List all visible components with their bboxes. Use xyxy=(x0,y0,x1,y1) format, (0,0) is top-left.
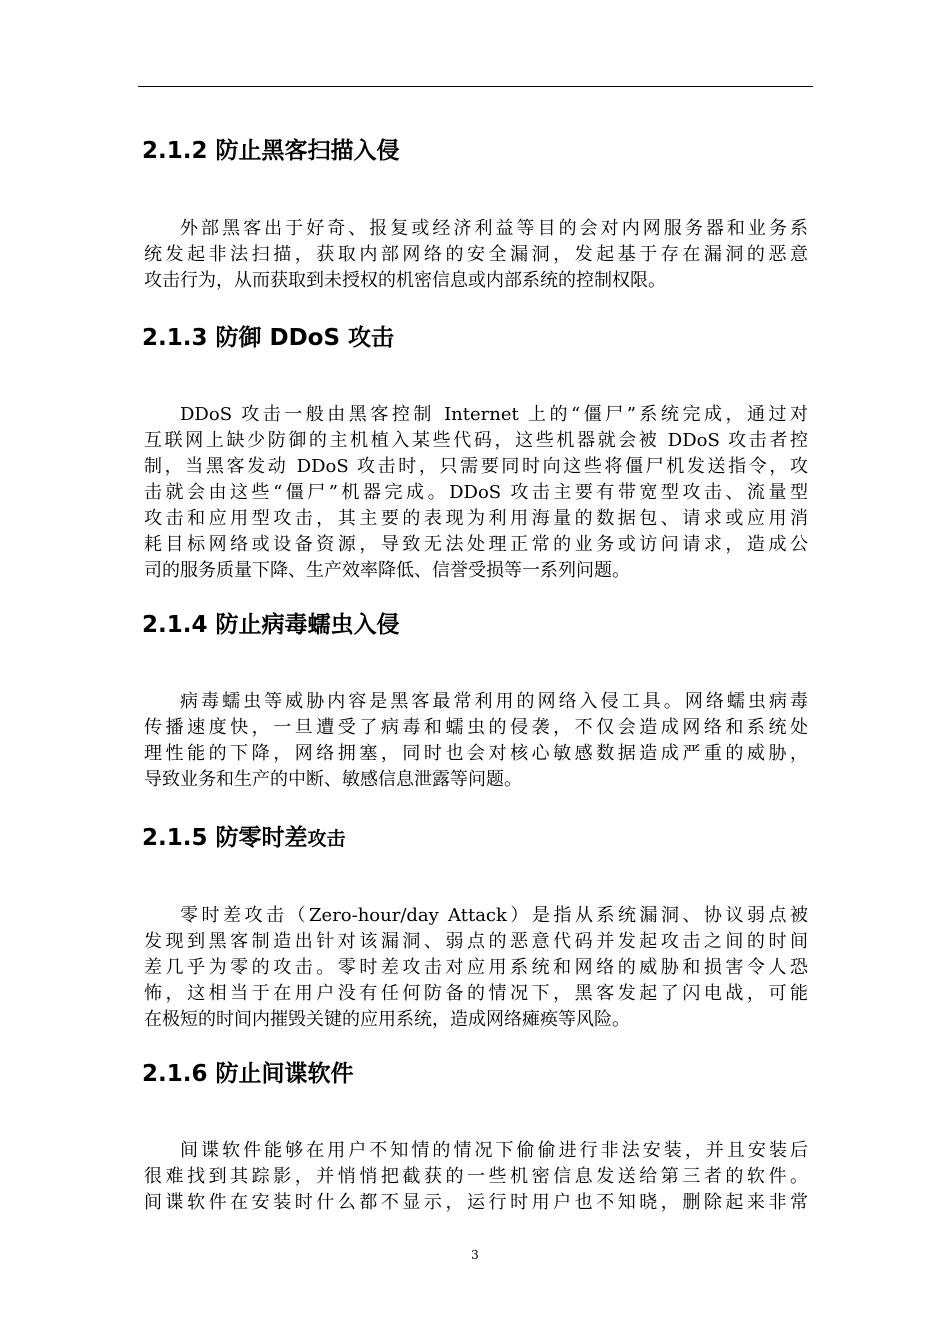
paragraph-line: 怖，这相当于在用户没有任何防备的情况下，黑客发起了闪电战，可能 xyxy=(144,983,808,1004)
paragraph-line: 发现到黑客制造出针对该漏洞、弱点的恶意代码并发起攻击之间的时间 xyxy=(144,931,808,952)
page-number: 3 xyxy=(471,1248,479,1262)
paragraph-line: 外部黑客出于好奇、报复或经济利益等目的会对内网服务器和业务系 xyxy=(180,218,808,239)
paragraph-line: 差几乎为零的攻击。零时差攻击对应用系统和网络的威胁和损害令人恐 xyxy=(144,957,808,978)
paragraph-line: 间谍软件能够在用户不知情的情况下偷偷进行非法安装，并且安装后 xyxy=(180,1140,808,1161)
paragraph-line: 导致业务和生产的中断、敏感信息泄露等问题。 xyxy=(144,769,522,790)
paragraph-line: 司的服务质量下降、生产效率降低、信誉受损等一系列问题。 xyxy=(144,560,630,581)
heading-small-text: 攻击 xyxy=(307,828,346,850)
paragraph-line: 互联网上缺少防御的主机植入某些代码，这些机器就会被 DDoS 攻击者控 xyxy=(144,430,808,451)
paragraph-line: 统发起非法扫描，获取内部网络的安全漏洞，发起基于存在漏洞的恶意 xyxy=(144,244,808,265)
paragraph-2-1-2 xyxy=(144,216,808,294)
heading-2-1-4: 2.1.4 防止病毒蠕虫入侵 xyxy=(142,612,400,638)
heading-2-1-3: 2.1.3 防御 DDoS 攻击 xyxy=(142,325,395,351)
paragraph-line: 理性能的下降，网络拥塞，同时也会对核心敏感数据造成严重的威胁， xyxy=(144,743,808,764)
heading-main-text: 2.1.5 防零时差 xyxy=(142,825,308,851)
header-rule xyxy=(138,86,813,87)
paragraph-line: 零时差攻击（Zero-hour/day Attack）是指从系统漏洞、协议弱点被 xyxy=(180,905,808,926)
heading-2-1-6: 2.1.6 防止间谍软件 xyxy=(142,1061,354,1087)
paragraph-line: 攻击行为，从而获取到未授权的机密信息或内部系统的控制权限。 xyxy=(144,270,666,291)
paragraph-line: 很难找到其踪影，并悄悄把截获的一些机密信息发送给第三者的软件。 xyxy=(144,1166,808,1187)
paragraph-line: 病毒蠕虫等威胁内容是黑客最常利用的网络入侵工具。网络蠕虫病毒 xyxy=(180,691,808,712)
paragraph-2-1-3 xyxy=(144,402,808,584)
paragraph-line: 传播速度快，一旦遭受了病毒和蠕虫的侵袭，不仅会造成网络和系统处 xyxy=(144,717,808,738)
paragraph-line: DDoS 攻击一般由黑客控制 Internet 上的“僵尸”系统完成，通过对 xyxy=(180,404,808,425)
paragraph-line: 间谍软件在安装时什么都不显示，运行时用户也不知晓，删除起来非常 xyxy=(144,1192,808,1213)
paragraph-2-1-6 xyxy=(144,1138,808,1216)
paragraph-line: 耗目标网络或设备资源，导致无法处理正常的业务或访问请求，造成公 xyxy=(144,534,808,555)
heading-2-1-2: 2.1.2 防止黑客扫描入侵 xyxy=(142,138,400,164)
paragraph-line: 制，当黑客发动 DDoS 攻击时，只需要同时向这些将僵尸机发送指令，攻 xyxy=(144,456,808,477)
heading-2-1-5 xyxy=(142,824,346,853)
paragraph-line: 攻击和应用型攻击，其主要的表现为利用海量的数据包、请求或应用消 xyxy=(144,508,808,529)
paragraph-line: 击就会由这些“僵尸”机器完成。DDoS 攻击主要有带宽型攻击、流量型 xyxy=(144,482,808,503)
paragraph-line: 在极短的时间内摧毁关键的应用系统，造成网络瘫痪等风险。 xyxy=(144,1009,630,1030)
paragraph-2-1-5 xyxy=(144,903,808,1033)
paragraph-2-1-4 xyxy=(144,689,808,793)
